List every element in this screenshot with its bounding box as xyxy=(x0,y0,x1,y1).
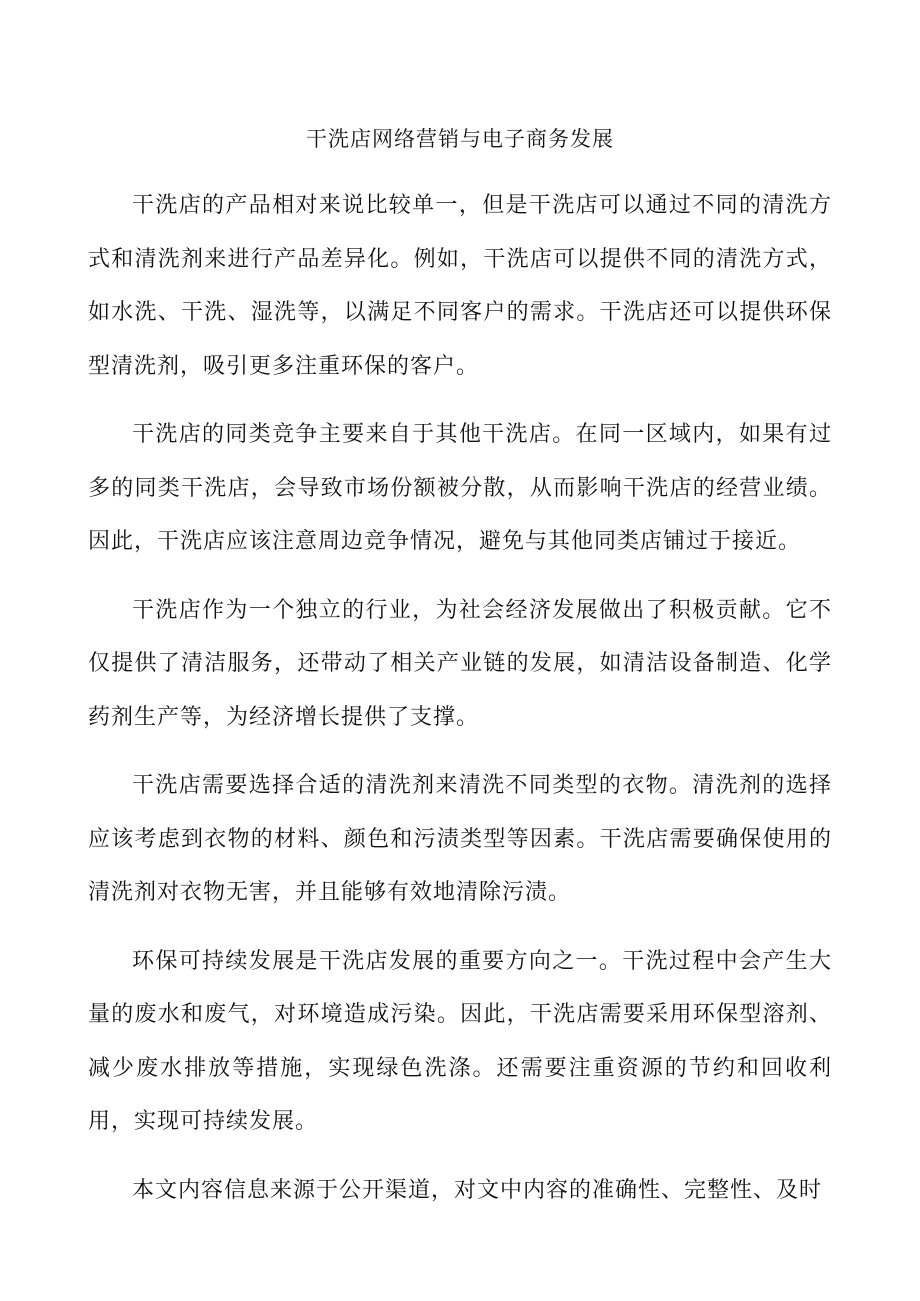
paragraph-1: 干洗店的产品相对来说比较单一，但是干洗店可以通过不同的清洗方式和清洗剂来进行产品差异化。例如，干洗店可以提供不同的清洗方式，如水洗、干洗、湿洗等，以满足不同客户的需求。干洗店还可以提供环保型清洗剂，吸引更多注重环保的客户。 xyxy=(88,193,832,379)
paragraph-4: 干洗店需要选择合适的清洗剂来清洗不同类型的衣物。清洗剂的选择应该考虑到衣物的材料、颜色和污渍类型等因素。干洗店需要确保使用的清洗剂对衣物无害，并且能够有效地清除污渍。 xyxy=(88,773,832,905)
document-title: 干洗店网络营销与电子商务发展 xyxy=(306,127,614,151)
paragraph-2: 干洗店的同类竞争主要来自于其他干洗店。在同一区域内，如果有过多的同类干洗店，会导致市场份额被分散，从而影响干洗店的经营业绩。因此，干洗店应该注意周边竞争情况，避免与其他同类店铺过于接近。 xyxy=(88,422,832,554)
paragraph-5: 环保可持续发展是干洗店发展的重要方向之一。干洗过程中会产生大量的废水和废气，对环境造成污染。因此，干洗店需要采用环保型溶剂、减少废水排放等措施，实现绿色洗涤。还需要注重资源的节约和回收利用，实现可持续发展。 xyxy=(88,948,832,1134)
paragraph-6: 本文内容信息来源于公开渠道，对文中内容的准确性、完整性、及时 xyxy=(132,1177,823,1203)
paragraph-3: 干洗店作为一个独立的行业，为社会经济发展做出了积极贡献。它不仅提供了清洁服务，还带动了相关产业链的发展，如清洁设备制造、化学药剂生产等，为经济增长提供了支撑。 xyxy=(88,597,832,730)
